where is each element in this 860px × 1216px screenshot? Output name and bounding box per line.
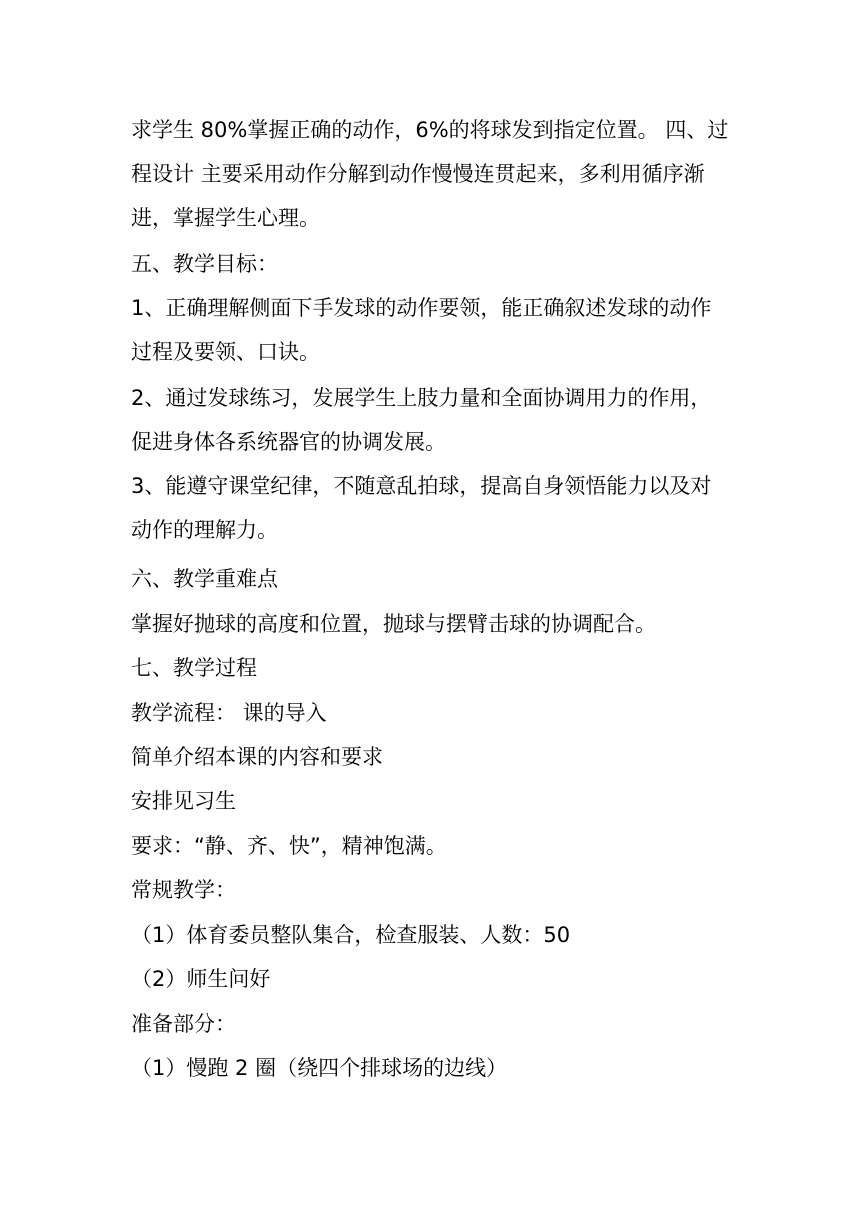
objective-3: 3、能遵守课堂纪律，不随意乱拍球，提高自身领悟能力以及对动作的理解力。 — [131, 474, 712, 542]
teaching-flow: 教学流程： 课的导入 — [131, 701, 327, 725]
brief-introduction: 简单介绍本课的内容和要求 — [131, 745, 383, 769]
routine-item-1: （1）体育委员整队集合，检查服装、人数：50 — [131, 923, 571, 947]
arrange-observers: 安排见习生 — [131, 789, 236, 813]
paragraph-process-design: 求学生 80%掌握正确的动作，6%的将球发到指定位置。 四、过程设计 主要采用动作分解到动作慢慢连贯起来，多利用循序渐进，掌握学生心理。 — [131, 118, 729, 230]
preparation-item-1: （1）慢跑 2 圈（绕四个排球场的边线） — [131, 1056, 508, 1080]
heading-teaching-objectives: 五、教学目标： — [131, 252, 278, 276]
routine-item-2: （2）师生问好 — [131, 967, 271, 991]
heading-key-difficulties: 六、教学重难点 — [131, 567, 278, 591]
objective-1: 1、正确理解侧面下手发球的动作要领，能正确叙述发球的动作过程及要领、口诀。 — [131, 296, 712, 364]
heading-preparation: 准备部分： — [131, 1012, 236, 1036]
paragraph-key-difficulties: 掌握好抛球的高度和位置，抛球与摆臂击球的协调配合。 — [131, 612, 656, 636]
heading-routine-teaching: 常规教学： — [131, 878, 236, 902]
requirements: 要求：“静、齐、快”，精神饱满。 — [131, 834, 447, 858]
objective-2: 2、通过发球练习，发展学生上肢力量和全面协调用力的作用，促进身体各系统器官的协调发展。 — [131, 386, 712, 454]
heading-teaching-process: 七、教学过程 — [131, 656, 257, 680]
